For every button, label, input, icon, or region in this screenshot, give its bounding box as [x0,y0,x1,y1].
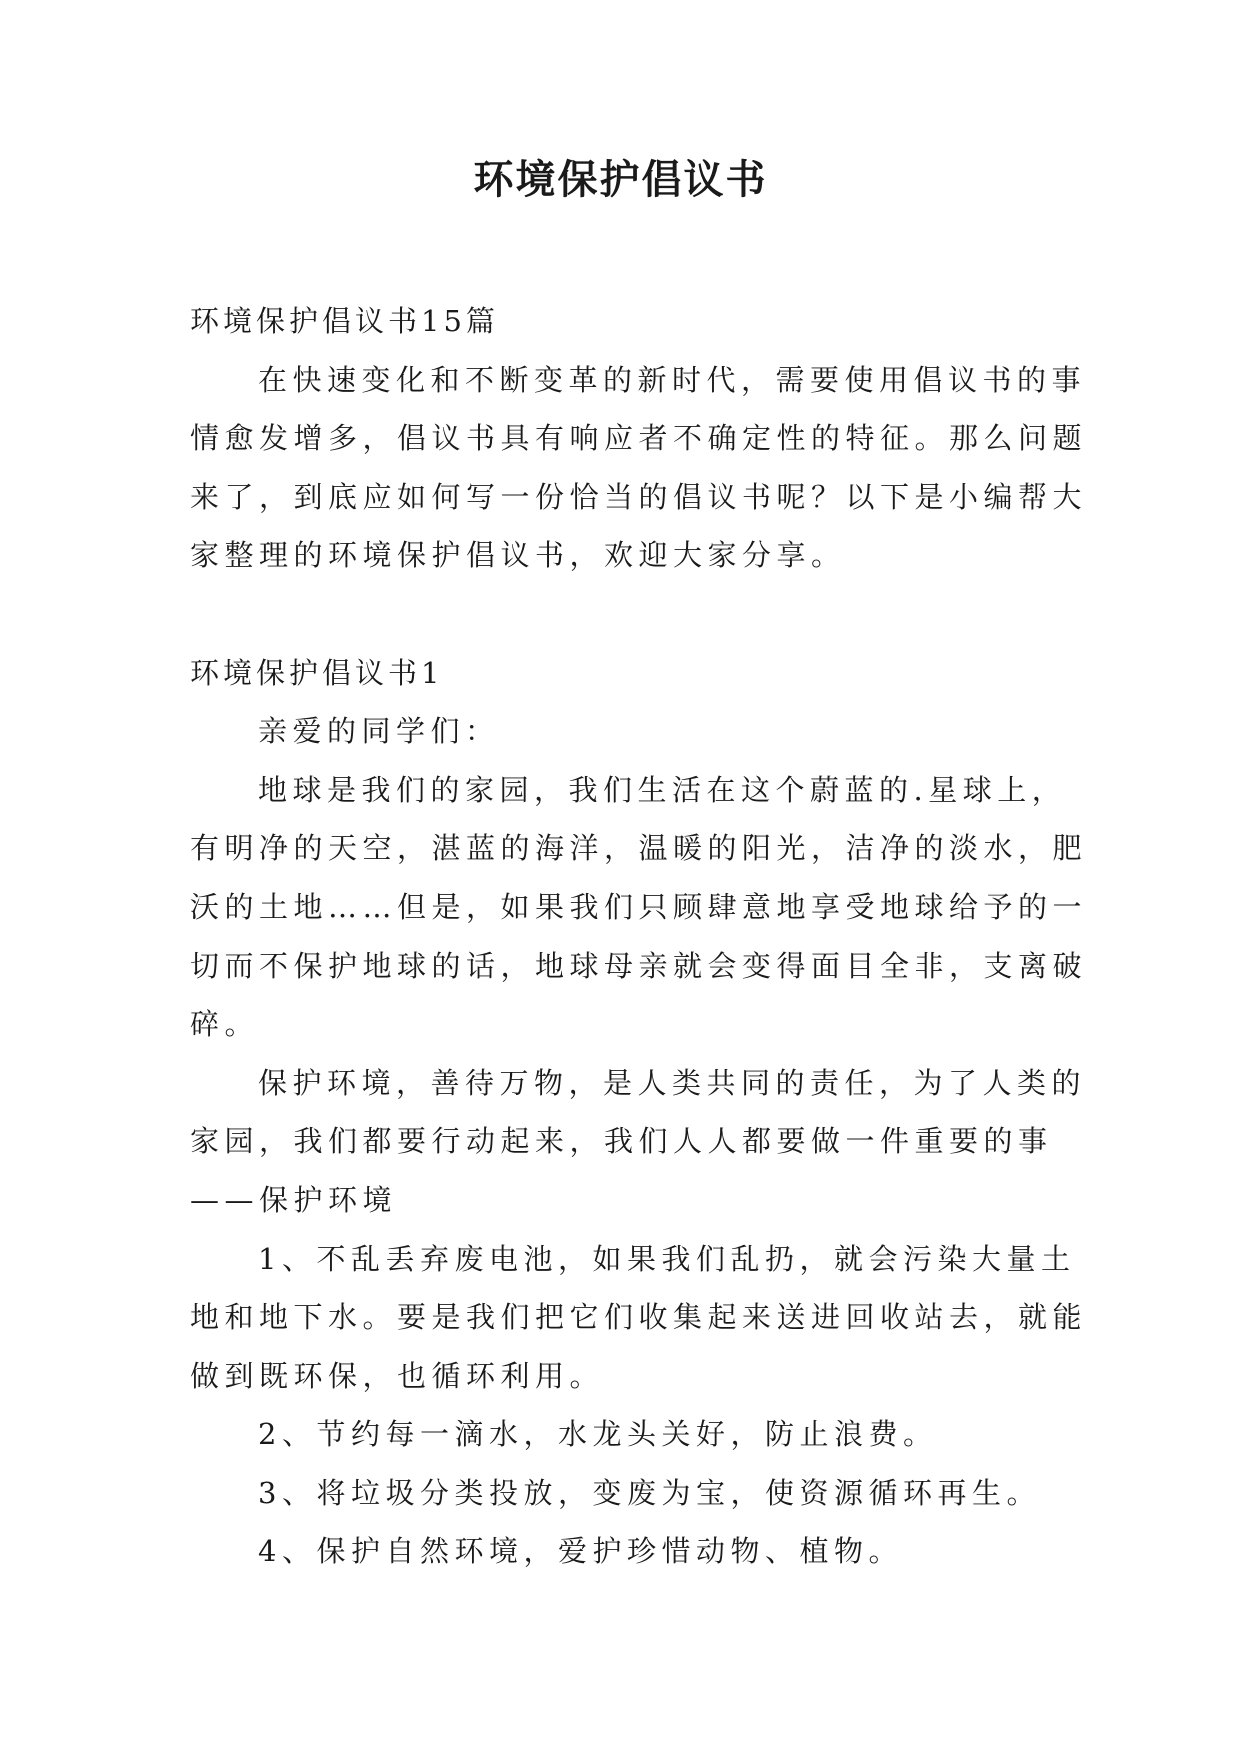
paragraph-line: 保护环境，善待万物，是人类共同的责任，为了人类的 [258,1065,1087,1100]
list-item-line: 做到既环保，也循环利用。 [190,1358,605,1393]
paragraph-line: 有明净的天空，湛蓝的海洋，温暖的阳光，洁净的淡水，肥 [190,831,1088,866]
paragraph-line: 地球是我们的家园，我们生活在这个蔚蓝的.星球上， [258,772,1067,807]
paragraph-line: ——保护环境 [190,1182,398,1217]
section-heading: 环境保护倡议书1 [190,655,444,690]
greeting: 亲爱的同学们： [258,714,500,749]
list-item-garbage: 3、将垃圾分类投放，变废为宝，使资源循环再生。 [258,1475,1041,1510]
list-item-line: 1、不乱丢弃废电池，如果我们乱扔，就会污染大量土 [258,1241,1076,1276]
document-title: 环境保护倡议书 [473,156,768,203]
intro-paragraph [190,351,1088,585]
collection-heading: 环境保护倡议书15篇 [190,304,499,338]
intro-line: 在快速变化和不断变革的新时代，需要使用倡议书的事 [258,362,1087,397]
intro-line: 情愈发增多，倡议书具有响应者不确定性的特征。那么问题 [190,421,1088,456]
list-item-line: 地和地下水。要是我们把它们收集起来送进回收站去，就能 [190,1300,1088,1335]
document-body [190,292,1088,1581]
paragraph-line: 沃的土地……但是，如果我们只顾肆意地享受地球给予的一 [190,889,1088,924]
list-item-nature: 4、保护自然环境，爱护珍惜动物、植物。 [258,1534,903,1569]
paragraph-earth [190,761,1088,1054]
intro-line: 家整理的环境保护倡议书，欢迎大家分享。 [190,538,846,573]
list-item-water: 2、节约每一滴水，水龙头关好，防止浪费。 [258,1417,938,1452]
intro-line: 来了，到底应如何写一份恰当的倡议书呢？以下是小编帮大 [190,479,1088,514]
list-item-batteries [190,1230,1088,1406]
paragraph-gap [190,585,1056,644]
paragraph-line: 碎。 [190,1007,260,1042]
paragraph-protect [190,1054,1087,1230]
paragraph-line: 家园，我们都要行动起来，我们人人都要做一件重要的事 [190,1124,1053,1159]
paragraph-line: 切而不保护地球的话，地球母亲就会变得面目全非，支离破 [190,948,1088,983]
